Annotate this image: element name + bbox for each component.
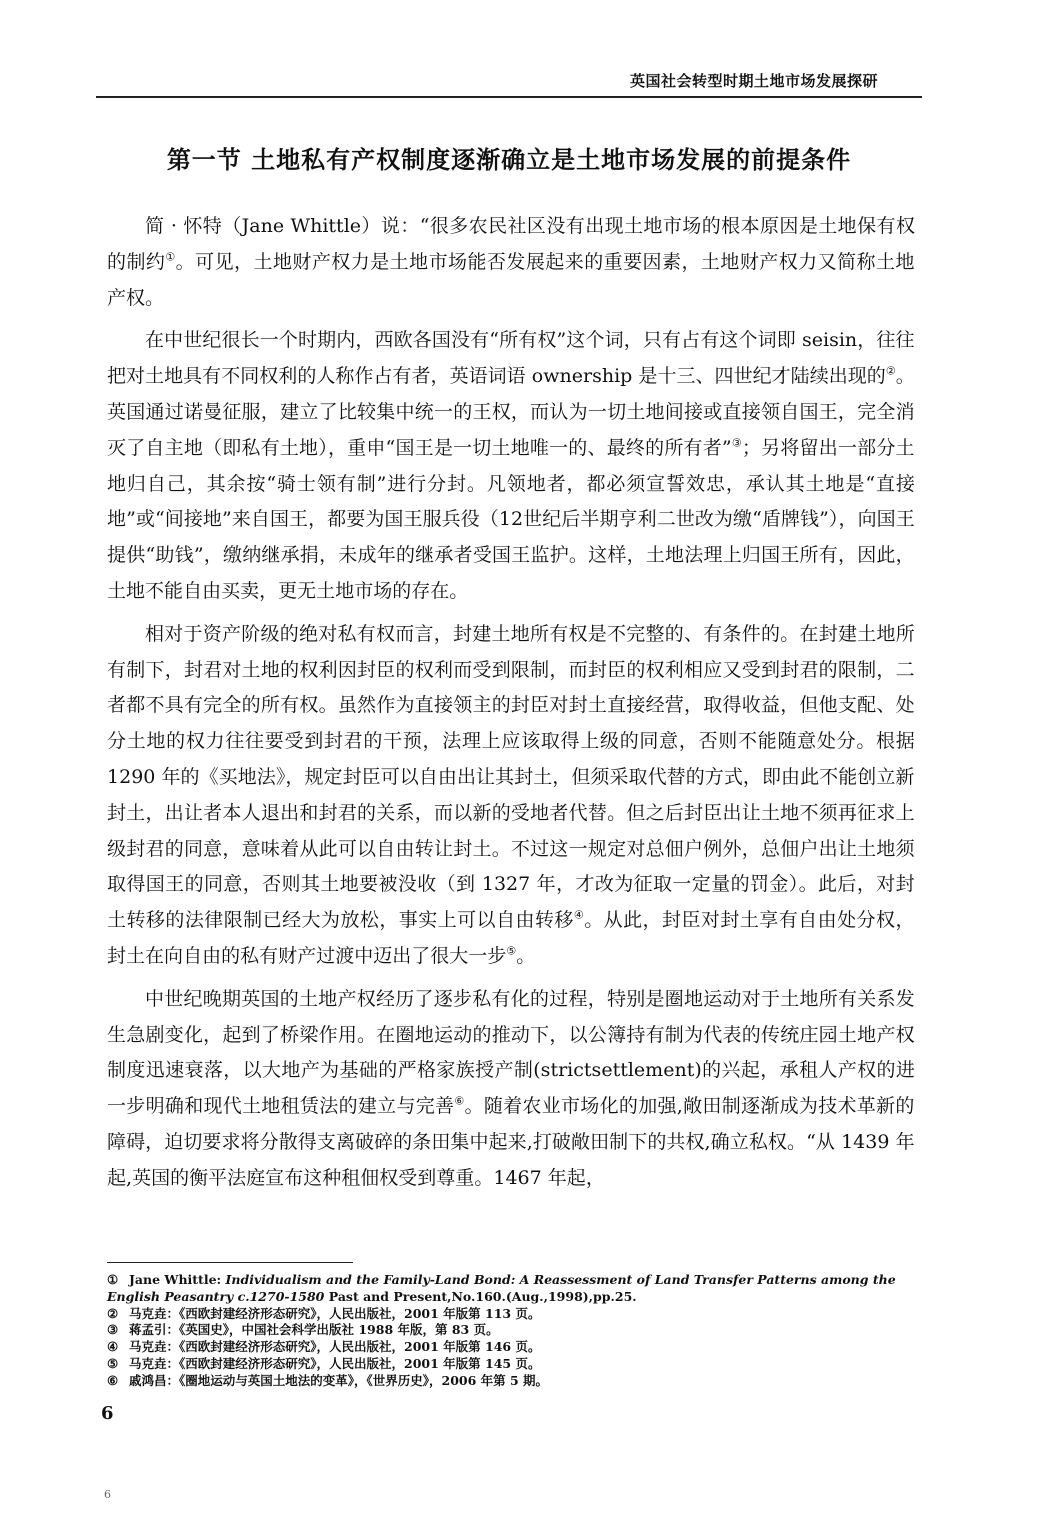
footnote-author: Jane Whittle: (129, 1272, 222, 1287)
footnote-text: 戚鸿昌：《圈地运动与英国土地法的变革》，《世界历史》，2006 年第 5 期。 (129, 1372, 549, 1388)
footnote-1 (107, 1272, 915, 1306)
footnote-source: Past and Present,No.160.(Aug.,1998),pp.25. (328, 1288, 637, 1304)
footnote-mark: ③ (107, 1322, 119, 1338)
paragraph: 相对于资产阶级的绝对私有权而言，封建土地所有权是不完整的、有条件的。在封建土地所有制下，封君对土地的权利因封臣的权利而受到限制，而封臣的权利相应又受到封君的限制，二者都不具有完全的所有权。虽然作为直接领主的封臣对封土直接经营，取得收益，但他支配、处分土地的权力往往要受到封君的干预，法理上应该取得上级的同意，否则不能随意处分。根据 1290 年的《买地法》，规定封臣可以自由出让其封土，但须采取代替的方式，即由此不能创立新封土，出让者本人退出和封君的关系，而以新的受地者代替。但之后封臣出让土地不须再征求上级封君的同意，意味着从此可以自由转让封土。不过这一规定对总佃户例外，总佃户出让土地须取得国王的同意，否则其土地要被没收（到 1327 年，才改为征取一定量的罚金）。此后，对封土转移的法律限制已经大为放松，事实上可以自由转移④。从此，封臣对封土享有自由处分权，封土在向自由的私有财产过渡中迈出了很大一步⑤。 (107, 622, 915, 967)
section-title: 第一节 土地私有产权制度逐渐确立是土地市场发展的前提条件 (166, 146, 852, 174)
footnote-6 (107, 1373, 915, 1390)
footnote-mark: ② (107, 1305, 119, 1321)
running-title: 英国社会转型时期土地市场发展探研 (629, 72, 878, 90)
footnote-4 (107, 1339, 915, 1356)
footnote-3 (107, 1322, 915, 1339)
footnote-text: 马克垚：《西欧封建经济形态研究》，人民出版社，2001 年版第 146 页。 (129, 1339, 541, 1355)
footnote-mark: ④ (107, 1339, 119, 1355)
footnote-divider (107, 1262, 353, 1263)
footnote-2 (107, 1306, 915, 1323)
page-number: 6 (101, 1403, 114, 1424)
paragraph: 简 · 怀特（Jane Whittle）说：“很多农民社区没有出现土地市场的根本原因是土地保有权的制约①。可见，土地财产权力是土地市场能否发展起来的重要因素，土地财产权力又简称土地产权。 (107, 215, 915, 309)
footnote-ref: ⑥ (454, 1094, 465, 1108)
footnote-text: 蒋孟引：《英国史》，中国社会科学出版社 1988 年版，第 83 页。 (129, 1322, 499, 1338)
paragraph: 中世纪晚期英国的土地产权经历了逐步私有化的过程，特别是圈地运动对于土地所有关系发生急剧变化，起到了桥梁作用。在圈地运动的推动下，以公簿持有制为代表的传统庄园土地产权制度迅速衰落，以大地产为基础的严格家族授产制(strictsettlement)的兴起，承租人产权的进一步明确和现代土地租赁法的建立与完善⑥。随着农业市场化的加强,敞田制逐渐成为技术革新的障碍，迫切要求将分散得支离破碎的条田集中起来,打破敞田制下的共权,确立私权。“从 1439 年起,英国的衡平法庭宣布这种租佃权受到尊重。1467 年起， (107, 987, 915, 1189)
footnote-5 (107, 1356, 915, 1373)
paragraph: 在中世纪很长一个时期内，西欧各国没有“所有权”这个词，只有占有这个词即 seisin，往往把对土地具有不同权利的人称作占有者，英语词语 ownership 是十三、四世纪才陆续出现的②。英国通过诺曼征服，建立了比较集中统一的王权，而认为一切土地间接或直接领自国王，完全消灭了自主地（即私有土地），重申“国王是一切土地唯一的、最终的所有者”③；另将留出一部分土地归自己，其余按“骑士领有制”进行分封。凡领地者，都必须宣誓效忠，承认其土地是“直接地”或“间接地”来自国王，都要为国王服兵役（12世纪后半期亨利二世改为缴“盾牌钱”），向国王提供“助钱”，缴纳继承捐，未成年的继承者受国王监护。这样，土地法理上归国王所有，因此，土地不能自由买卖，更无土地市场的存在。 (107, 329, 915, 602)
footnote-ref: ② (885, 364, 896, 378)
footnotes (107, 1272, 915, 1390)
footnote-ref: ① (165, 250, 176, 264)
body-text (107, 209, 915, 1204)
running-header (96, 62, 922, 98)
footnote-ref: ③ (731, 436, 742, 450)
footnote-text: 马克垚：《西欧封建经济形态研究》，人民出版社，2001 年版第 145 页。 (129, 1355, 541, 1371)
footnote-ref: ④ (573, 908, 585, 922)
scan-mark: 6 (104, 1488, 111, 1501)
footnote-mark: ⑤ (107, 1355, 119, 1371)
footnote-mark: ① (107, 1272, 119, 1287)
footnote-mark: ⑥ (107, 1372, 119, 1388)
footnote-ref: ⑤ (506, 944, 517, 958)
footnote-text: 马克垚：《西欧封建经济形态研究》，人民出版社，2001 年版第 113 页。 (129, 1305, 541, 1321)
footnote-work-title: Individualism and the Family-Land Bond: A Reassessment of Land Transfer Patterns among the English Peasantry c.1270-1580 (107, 1272, 896, 1304)
